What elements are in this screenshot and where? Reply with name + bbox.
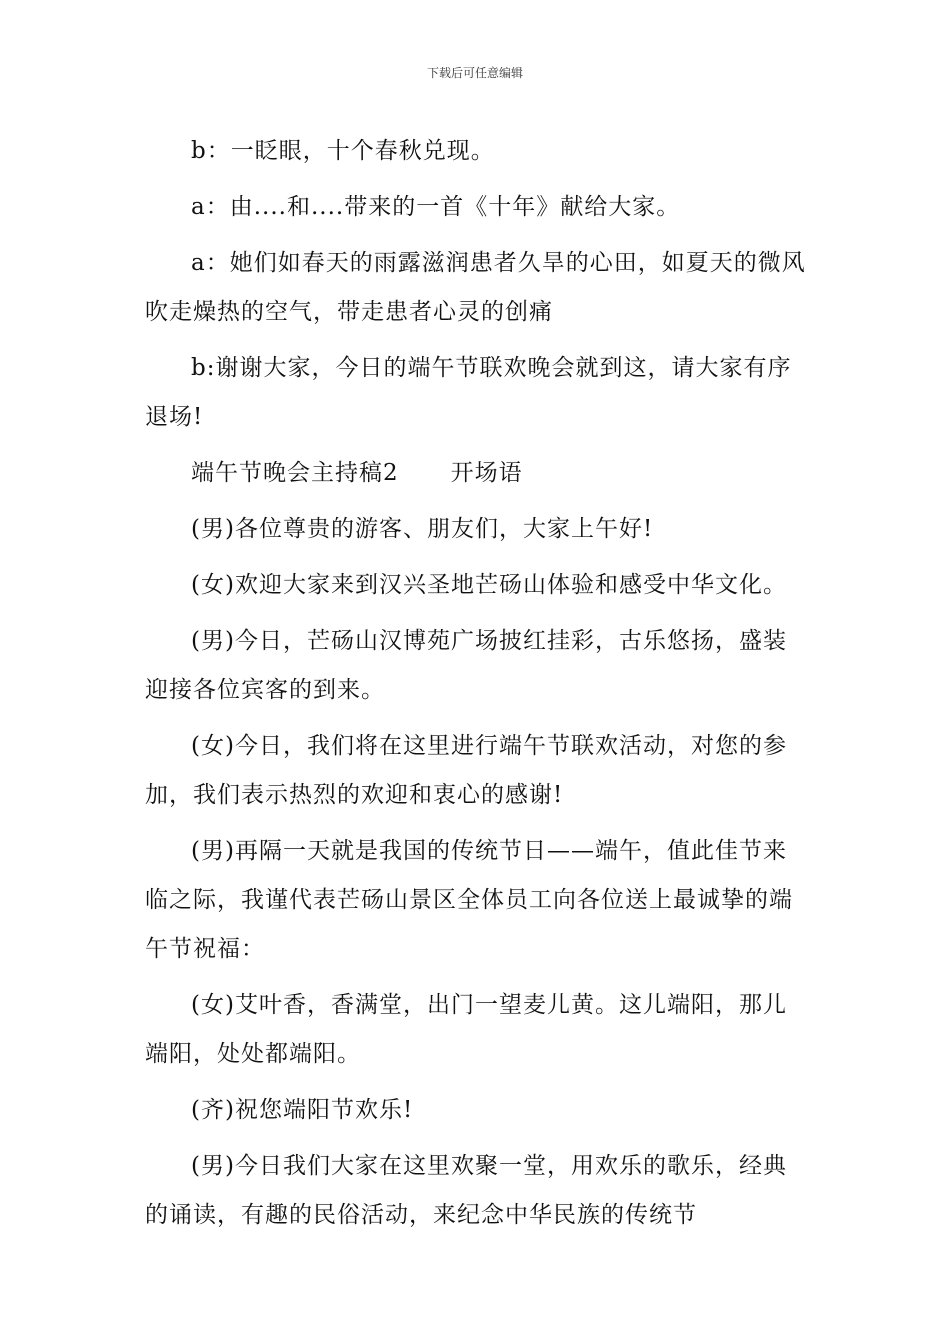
- paragraph: (男)再隔一天就是我国的传统节日——端午，值此佳节来临之际，我谨代表芒砀山景区全体员工向各位送上最诚挚的端午节祝福：: [145, 838, 793, 962]
- section-title: 端午节晚会主持稿2: [191, 460, 399, 486]
- paragraph: (齐)祝您端阳节欢乐!: [191, 1097, 414, 1123]
- paragraph: (男)今日我们大家在这里欢聚一堂，用欢乐的歌乐，经典的诵读，有趣的民俗活动，来纪念中华民族的传统节: [145, 1153, 787, 1228]
- paragraph: a：她们如春天的雨露滋润患者久旱的心田，如夏天的微风吹走燥热的空气，带走患者心灵的创痛: [145, 250, 806, 325]
- paragraph: (女)欢迎大家来到汉兴圣地芒砀山体验和感受中华文化。: [191, 572, 787, 598]
- paragraph: b：一眨眼，十个春秋兑现。: [191, 138, 495, 164]
- paragraph: (女)今日，我们将在这里进行端午节联欢活动，对您的参加，我们表示热烈的欢迎和衷心的感谢!: [145, 733, 787, 808]
- paragraph: a：由....和....带来的一首《十年》献给大家。: [191, 194, 681, 220]
- section-heading: [145, 449, 809, 498]
- page-header: 下载后可任意编辑: [426, 66, 523, 80]
- document-body: [145, 127, 809, 1247]
- paragraph: (男)今日，芒砀山汉博苑广场披红挂彩，古乐悠扬，盛装迎接各位宾客的到来。: [145, 628, 787, 703]
- paragraph: b:谢谢大家，今日的端午节联欢晚会就到这，请大家有序退场!: [145, 355, 792, 430]
- section-subtitle: 开场语: [450, 460, 523, 486]
- paragraph: (女)艾叶香，香满堂，出门一望麦儿黄。这儿端阳，那儿端阳，处处都端阳。: [145, 992, 787, 1067]
- paragraph: (男)各位尊贵的游客、朋友们，大家上午好!: [191, 516, 654, 542]
